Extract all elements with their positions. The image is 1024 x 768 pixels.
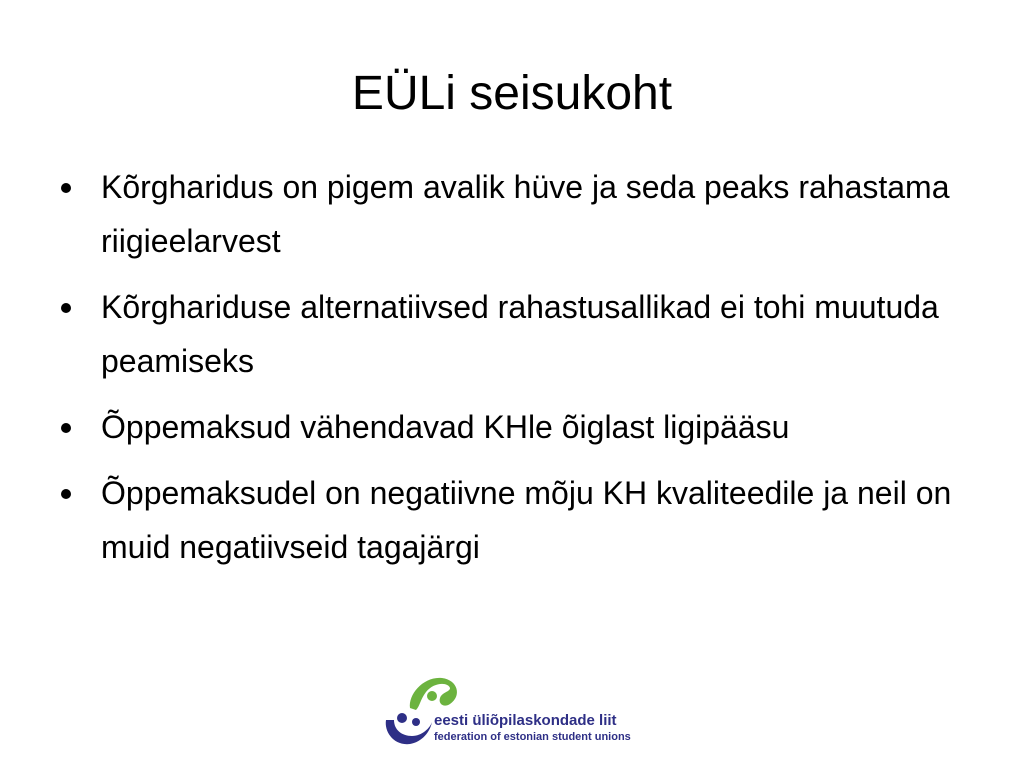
bullet-item [55,160,965,268]
logo-name: eesti üliõpilaskondade liit [434,712,617,729]
bullet-dot-icon [61,183,71,193]
organization-logo [380,670,630,750]
logo-subtitle: federation of estonian student unions [434,731,631,743]
bullet-item [55,466,965,574]
bullet-dot-icon [61,489,71,499]
bullet-text: Kõrgharidus on pigem avalik hüve ja seda peaks rahastama riigieelarvest [101,169,950,259]
bullet-dot-icon [61,423,71,433]
slide-title: EÜLi seisukoht [351,67,673,120]
bullet-item [55,280,965,388]
bullet-text: Kõrghariduse alternatiivsed rahastusallikad ei tohi muutuda peamiseks [101,289,939,379]
bullet-dot-icon [61,303,71,313]
bullet-list [55,160,965,586]
bullet-text: Õppemaksudel on negatiivne mõju KH kvaliteedile ja neil on muid negatiivseid tagajärgi [101,475,952,565]
bullet-text: Õppemaksud vähendavad KHle õiglast ligipääsu [101,409,790,445]
bullet-item [55,400,965,454]
